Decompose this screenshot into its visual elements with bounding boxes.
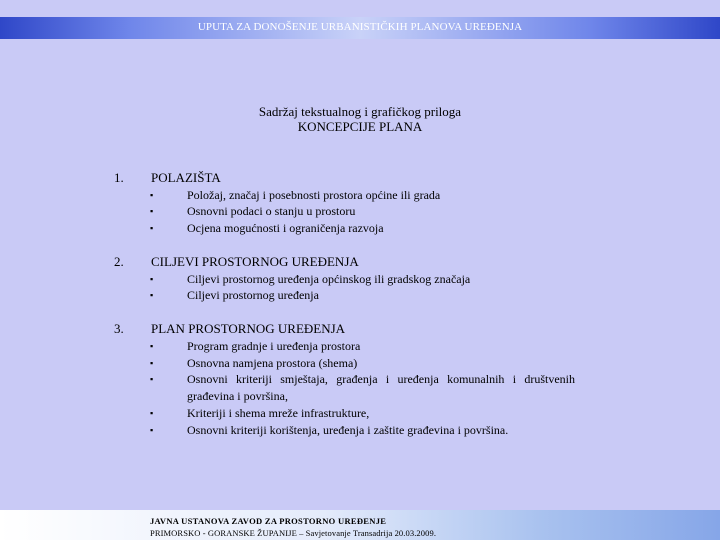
bullet-icon: ▪	[150, 190, 154, 200]
bullet-icon: ▪	[150, 374, 154, 384]
header-title: UPUTA ZA DONOŠENJE URBANISTIČKIH PLANOVA UREĐENJA	[197, 21, 523, 33]
section-number: 1.	[114, 170, 124, 185]
bullet-icon: ▪	[150, 408, 154, 418]
subtitle-line-2: KONCEPCIJE PLANA	[297, 119, 423, 134]
bullet-icon: ▪	[150, 341, 154, 351]
bullet-icon: ▪	[150, 274, 154, 284]
slide-subtitle	[0, 104, 720, 134]
subtitle-line-1: Sadržaj tekstualnog i grafičkog priloga	[258, 104, 462, 119]
bullet-icon: ▪	[150, 290, 154, 300]
header-bar	[0, 17, 720, 39]
footer-event: PRIMORSKO - GORANSKE ŽUPANIJE – Savjetovanje Transadrija 20.03.2009.	[150, 528, 437, 538]
section-title: PLAN PROSTORNOG UREĐENJA	[151, 321, 346, 336]
bullet-icon: ▪	[150, 223, 154, 233]
section-number: 3.	[114, 321, 124, 336]
bullet-icon: ▪	[150, 425, 154, 435]
section-title: CILJEVI PROSTORNOG UREĐENJA	[151, 254, 359, 269]
section-title: POLAZIŠTA	[151, 170, 221, 185]
bullet-icon: ▪	[150, 206, 154, 216]
section-number: 2.	[114, 254, 124, 269]
bullet-icon: ▪	[150, 358, 154, 368]
footer-institution: JAVNA USTANOVA ZAVOD ZA PROSTORNO UREĐENJE	[150, 516, 387, 526]
